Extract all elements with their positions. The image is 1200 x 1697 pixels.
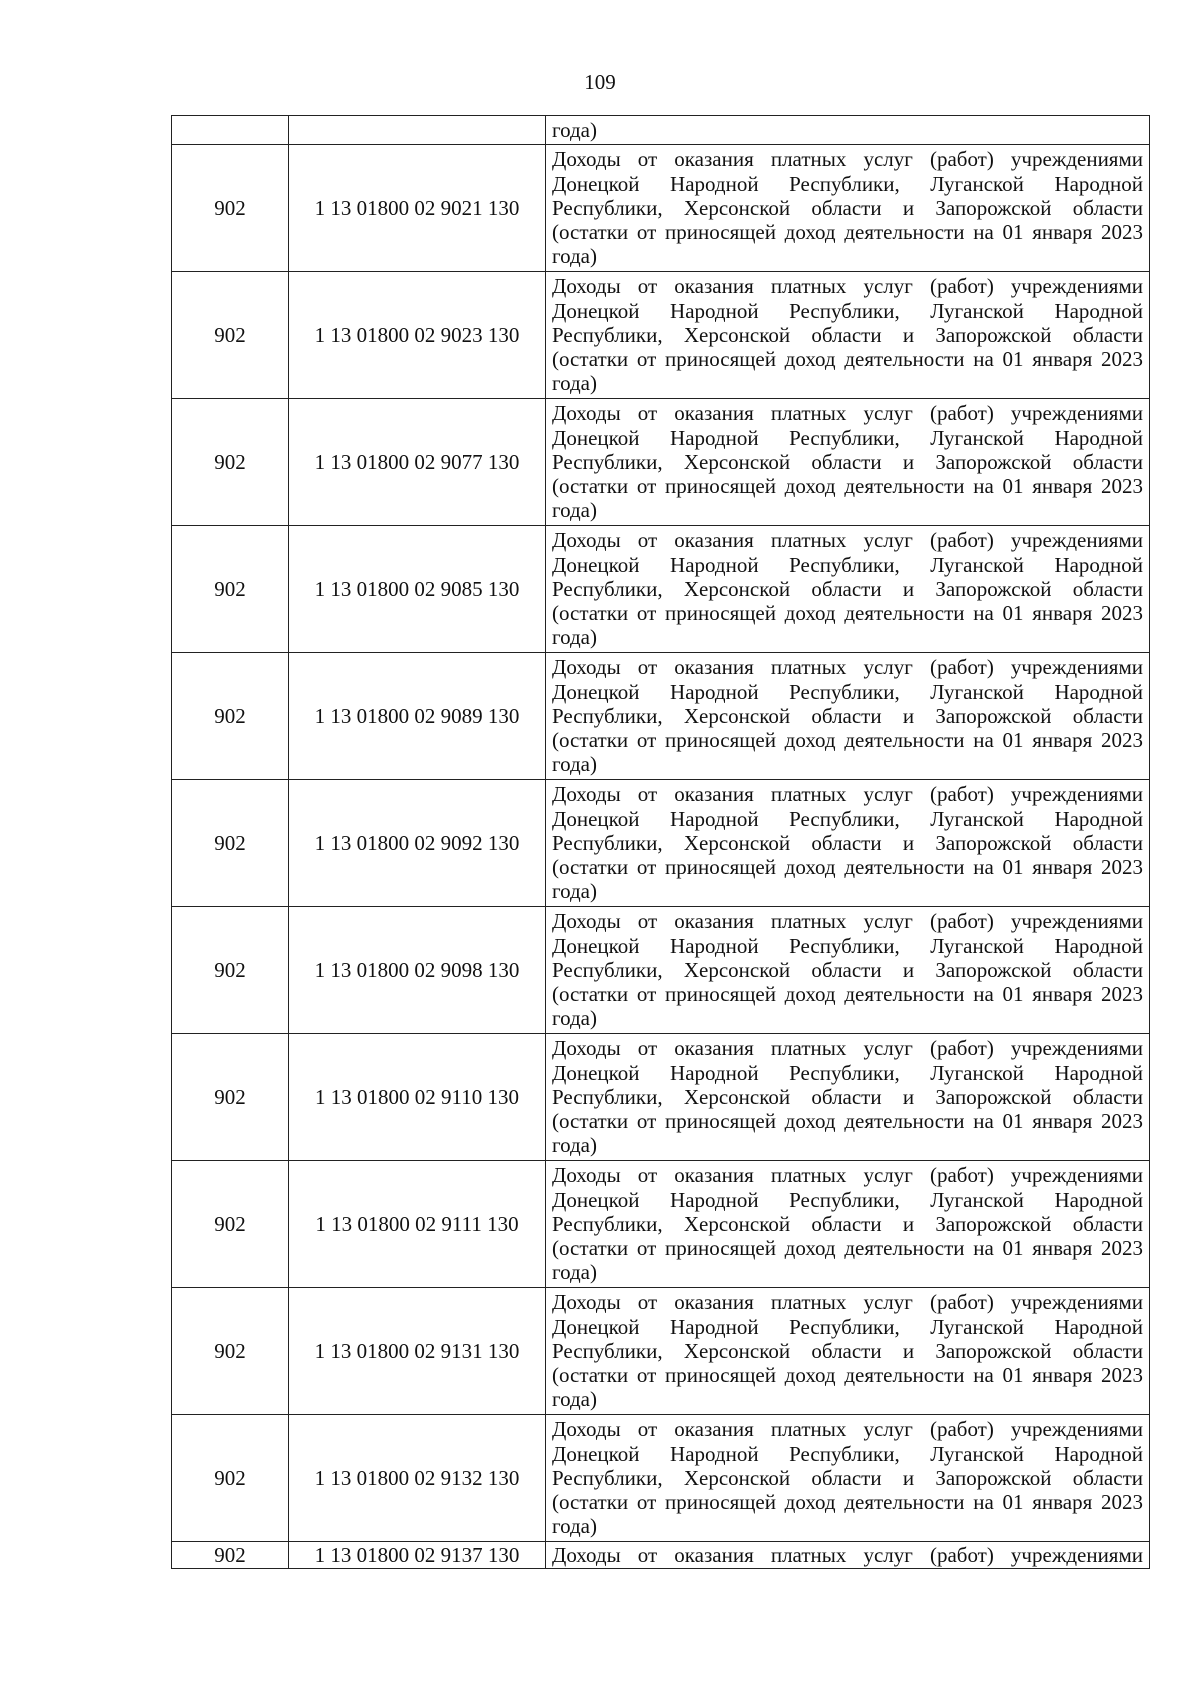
description-cell: Доходы от оказания платных услуг (работ) учреждениями Донецкой Народной Республики, Луганской Народной Республики, Херсонской области и Запорожской области (остатки от приносящей доход деятельности на 01 января 2023 года) [546, 145, 1150, 272]
admin-code-cell: 902 [172, 399, 289, 526]
description-cell: Доходы от оказания платных услуг (работ) учреждениями Донецкой Народной Республики, Луганской Народной Республики, Херсонской области и Запорожской области (остатки от приносящей доход деятельности на 01 января 2023 года) [546, 1034, 1150, 1161]
admin-code-cell [172, 116, 289, 145]
table-row [172, 780, 1150, 907]
revenue-codes-table [171, 115, 1150, 1569]
admin-code-cell: 902 [172, 526, 289, 653]
revenue-code-cell: 1 13 01800 02 9023 130 [289, 272, 546, 399]
description-cell: Доходы от оказания платных услуг (работ) учреждениями Донецкой Народной Республики, Луганской Народной Республики, Херсонской области и Запорожской области (остатки от приносящей доход деятельности на 01 января 2023 года) [546, 272, 1150, 399]
table-row [172, 1415, 1150, 1542]
revenue-code-cell: 1 13 01800 02 9132 130 [289, 1415, 546, 1542]
admin-code-cell: 902 [172, 907, 289, 1034]
revenue-code-cell: 1 13 01800 02 9137 130 [289, 1542, 546, 1569]
revenue-code-cell: 1 13 01800 02 9098 130 [289, 907, 546, 1034]
description-cell: Доходы от оказания платных услуг (работ) учреждениями Донецкой Народной Республики, Луганской Народной Республики, Херсонской области и Запорожской области (остатки от приносящей доход деятельности на 01 января 2023 года) [546, 780, 1150, 907]
description-cell: Доходы от оказания платных услуг (работ) учреждениями Донецкой Народной Республики, Луганской Народной Республики, Херсонской области и Запорожской области (остатки от приносящей доход деятельности на 01 января 2023 года) [546, 1288, 1150, 1415]
table-row [172, 1161, 1150, 1288]
revenue-code-cell: 1 13 01800 02 9110 130 [289, 1034, 546, 1161]
description-cell: Доходы от оказания платных услуг (работ) учреждениями [546, 1542, 1150, 1569]
description-cell: Доходы от оказания платных услуг (работ) учреждениями Донецкой Народной Республики, Луганской Народной Республики, Херсонской области и Запорожской области (остатки от приносящей доход деятельности на 01 января 2023 года) [546, 653, 1150, 780]
admin-code-cell: 902 [172, 1161, 289, 1288]
page-number: 109 [584, 70, 616, 94]
table-row [172, 653, 1150, 780]
admin-code-cell: 902 [172, 145, 289, 272]
table-row [172, 907, 1150, 1034]
revenue-code-cell: 1 13 01800 02 9092 130 [289, 780, 546, 907]
revenue-code-cell: 1 13 01800 02 9077 130 [289, 399, 546, 526]
admin-code-cell: 902 [172, 1034, 289, 1161]
description-cell: Доходы от оказания платных услуг (работ) учреждениями Донецкой Народной Республики, Луганской Народной Республики, Херсонской области и Запорожской области (остатки от приносящей доход деятельности на 01 января 2023 года) [546, 1161, 1150, 1288]
table-row [172, 1288, 1150, 1415]
table-row [172, 526, 1150, 653]
description-cell: Доходы от оказания платных услуг (работ) учреждениями Донецкой Народной Республики, Луганской Народной Республики, Херсонской области и Запорожской области (остатки от приносящей доход деятельности на 01 января 2023 года) [546, 526, 1150, 653]
admin-code-cell: 902 [172, 780, 289, 907]
admin-code-cell: 902 [172, 653, 289, 780]
revenue-code-cell: 1 13 01800 02 9089 130 [289, 653, 546, 780]
admin-code-cell: 902 [172, 1288, 289, 1415]
description-cell: Доходы от оказания платных услуг (работ) учреждениями Донецкой Народной Республики, Луганской Народной Республики, Херсонской области и Запорожской области (остатки от приносящей доход деятельности на 01 января 2023 года) [546, 1415, 1150, 1542]
admin-code-cell: 902 [172, 1415, 289, 1542]
table-row [172, 1034, 1150, 1161]
table-row [172, 145, 1150, 272]
revenue-code-cell: 1 13 01800 02 9131 130 [289, 1288, 546, 1415]
revenue-code-cell: 1 13 01800 02 9111 130 [289, 1161, 546, 1288]
revenue-code-cell: 1 13 01800 02 9021 130 [289, 145, 546, 272]
revenue-code-cell: 1 13 01800 02 9085 130 [289, 526, 546, 653]
description-cell: Доходы от оказания платных услуг (работ) учреждениями Донецкой Народной Республики, Луганской Народной Республики, Херсонской области и Запорожской области (остатки от приносящей доход деятельности на 01 января 2023 года) [546, 399, 1150, 526]
revenue-code-cell [289, 116, 546, 145]
admin-code-cell: 902 [172, 272, 289, 399]
admin-code-cell: 902 [172, 1542, 289, 1569]
table-row [172, 272, 1150, 399]
description-cell: года) [546, 116, 1150, 145]
table-row [172, 1542, 1150, 1569]
table-row [172, 399, 1150, 526]
table-row-continuation [172, 116, 1150, 145]
description-cell: Доходы от оказания платных услуг (работ) учреждениями Донецкой Народной Республики, Луганской Народной Республики, Херсонской области и Запорожской области (остатки от приносящей доход деятельности на 01 января 2023 года) [546, 907, 1150, 1034]
